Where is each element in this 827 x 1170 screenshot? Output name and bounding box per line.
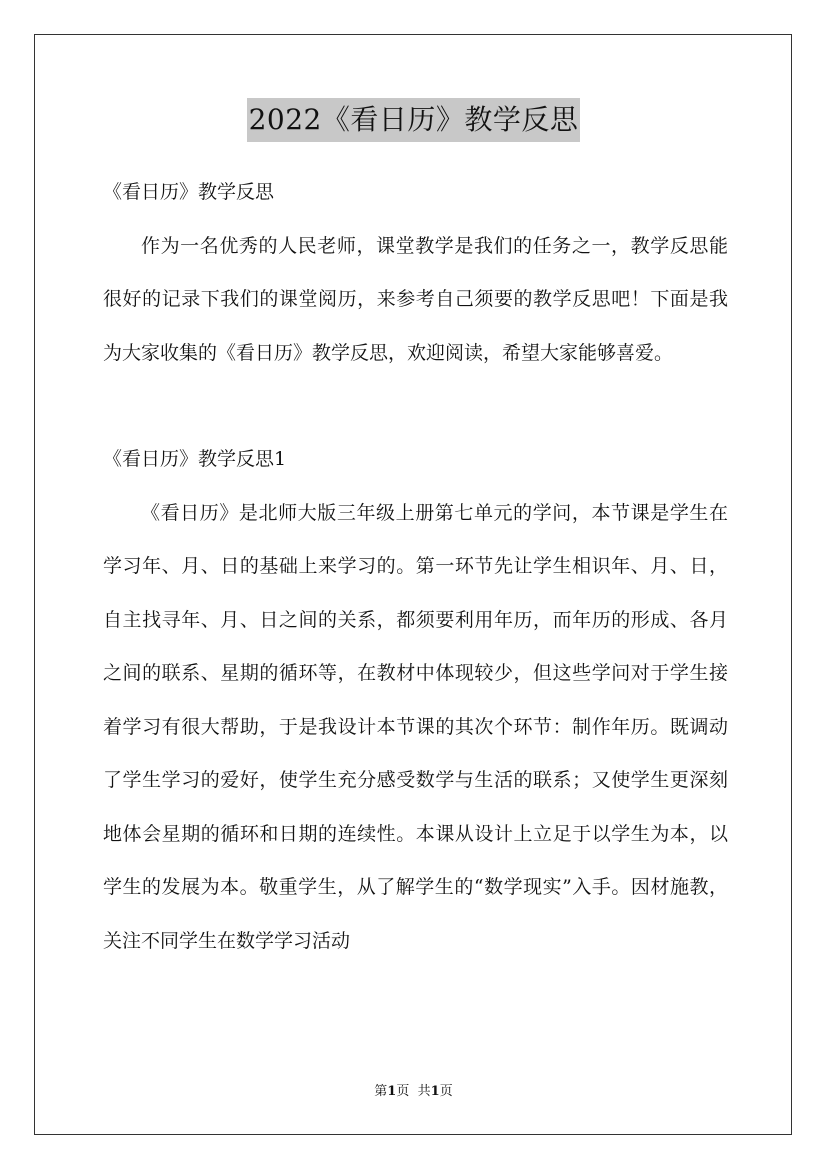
intro-paragraph: 作为一名优秀的人民老师，课堂教学是我们的任务之一，教学反思能很好的记录下我们的课堂阅历，来参考自己须要的教学反思吧！下面是我为大家收集的《看日历》教学反思，欢迎阅读，希望大家能够喜爱。 xyxy=(103,234,728,364)
footer-page-prefix: 第 xyxy=(374,1084,388,1099)
title-container xyxy=(0,98,827,142)
paragraph-spacer xyxy=(103,380,728,433)
footer-page-unit: 页 xyxy=(396,1084,410,1099)
footer-total-prefix: 共 xyxy=(417,1084,431,1099)
footer-total-unit: 页 xyxy=(439,1084,453,1099)
section-paragraph: 《看日历》是北师大版三年级上册第七单元的学问，本节课是学生在学习年、月、日的基础上来学习的。第一环节先让学生相识年、月、日，自主找寻年、月、日之间的关系，都须要利用年历，而年历的形成、各月之间的联系、星期的循环等，在教材中体现较少，但这些学问对于学生接着学习有很大帮助，于是我设计本节课的其次个环节：制作年历。既调动了学生学习的爱好，使学生充分感受数学与生活的联系；又使学生更深刻地体会星期的循环和日期的连续性。本课从设计上立足于以学生为本，以学生的发展为本。敬重学生，从了解学生的“数学现实”入手。因材施教，关注不同学生在数学学习活动 xyxy=(103,501,728,952)
footer-total-number: 1 xyxy=(430,1084,440,1099)
document-body xyxy=(103,166,728,968)
subtitle-heading: 《看日历》教学反思 xyxy=(103,181,275,203)
page-footer xyxy=(0,1082,827,1102)
footer-page-number: 1 xyxy=(387,1084,397,1099)
document-title: 2022《看日历》教学反思 xyxy=(247,98,581,142)
section-heading: 《看日历》教学反思1 xyxy=(103,448,287,470)
